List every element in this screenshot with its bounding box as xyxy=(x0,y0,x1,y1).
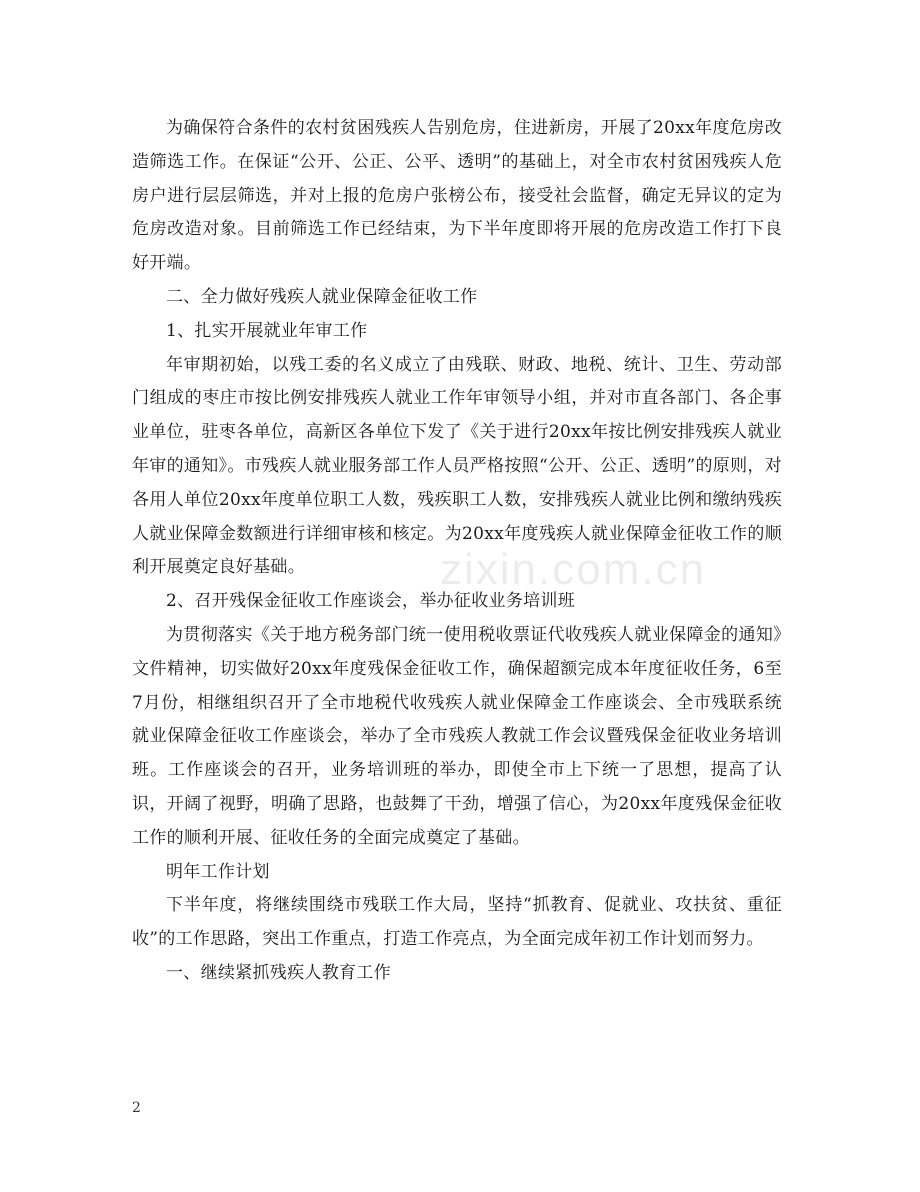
section-heading-next-year-plan: 明年工作计划 xyxy=(166,861,270,882)
subheading-annual-review: 1、扎实开展就业年审工作 xyxy=(166,320,368,341)
paragraph-annual-review: 年审期初始，以残工委的名义成立了由残联、财政、地税、统计、卫生、劳动部门组成的枣庄市按比例安排残疾人就业工作年审领导小组，并对市直各部门、各企事业单位，驻枣各单位，高新区各单位下发了《关于进行20xx年按比例安排残疾人就业年审的通知》。市残疾人就业服务部工作人员严格按照“公开、公正、透明”的原则，对各用人单位20xx年度单位职工人数，残疾职工人数，安排残疾人就业比例和缴纳残疾人就业保障金数额进行详细审核和核定。为20xx年度残疾人就业保障金征收工作的顺利开展奠定良好基础。 xyxy=(132,354,782,578)
page-number: 2 xyxy=(132,1100,141,1116)
watermark-text: zixin.com.cn xyxy=(440,545,707,594)
paragraph-housing-renovation: 为确保符合条件的农村贫困残疾人告别危房，住进新房，开展了20xx年度危房改造筛选工作。在保证“公开、公正、公平、透明”的基础上，对全市农村贫困残疾人危房户进行层层筛选，并对上报的危房户张榜公布，接受社会监督，确定无异议的定为危房改造对象。目前筛选工作已经结束，为下半年度即将开展的危房改造工作打下良好开端。 xyxy=(132,118,782,274)
section-heading-education: 一、继续紧抓残疾人教育工作 xyxy=(166,962,391,983)
section-heading-employment-fund: 二、全力做好残疾人就业保障金征收工作 xyxy=(166,286,478,307)
subheading-symposium-training: 2、召开残保金征收工作座谈会，举办征收业务培训班 xyxy=(166,591,576,612)
paragraph-symposium-training: 为贯彻落实《关于地方税务部门统一使用税收票证代收残疾人就业保障金的通知》文件精神，切实做好20xx年度残保金征收工作，确保超额完成本年度征收任务，6至7月份，相继组织召开了全市地税代收残疾人就业保障金工作座谈会、全市残联系统就业保障金征收工作座谈会，举办了全市残疾人教就工作会议暨残保金征收业务培训班。工作座谈会的召开，业务培训班的举办，即使全市上下统一了思想，提高了认识，开阔了视野，明确了思路，也鼓舞了干劲，增强了信心，为20xx年度残保金征收工作的顺利开展、征收任务的全面完成奠定了基础。 xyxy=(132,624,782,848)
paragraph-next-year-plan: 下半年度，将继续围绕市残联工作大局，坚持“抓教育、促就业、攻扶贫、重征收”的工作思路，突出工作重点，打造工作亮点，为全面完成年初工作计划而努力。 xyxy=(132,895,782,950)
